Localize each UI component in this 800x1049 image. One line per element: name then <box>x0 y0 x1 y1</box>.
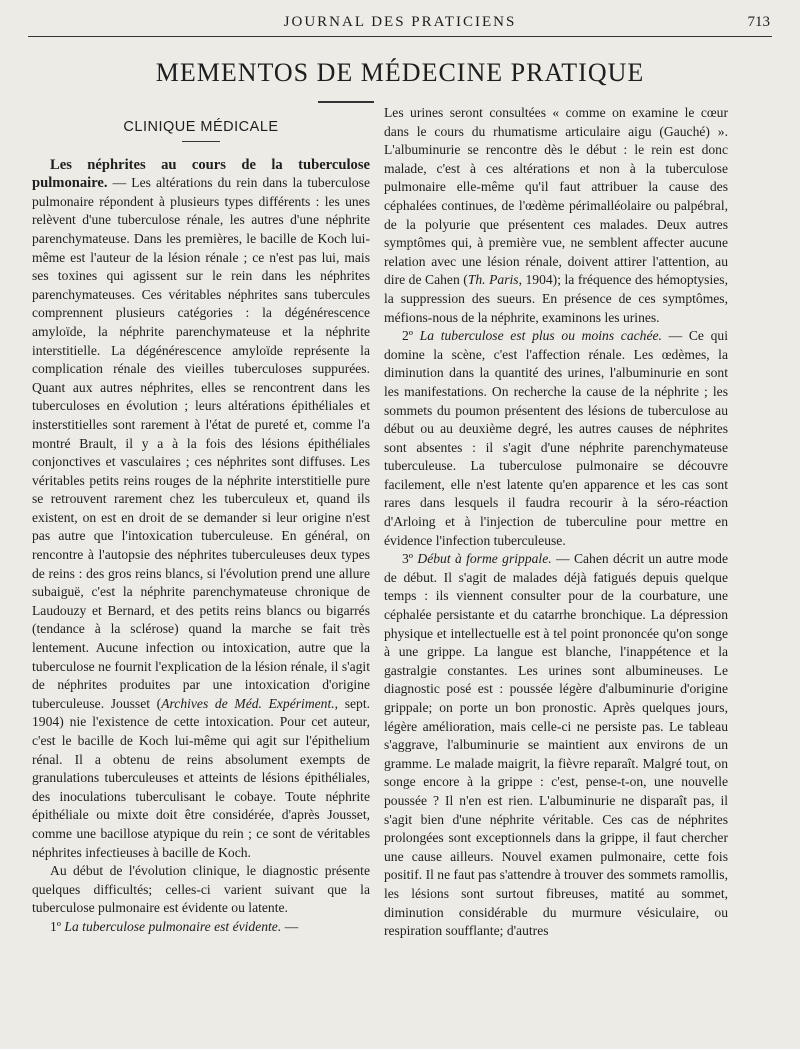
paragraph <box>384 550 728 940</box>
item-number: 1º <box>50 918 65 934</box>
paragraph: Au début de l'évolution clinique, le diagnostic présente quelques difficultés; celles-ci varient suivant que la tuberculose pulmonaire est évidente ou latente. <box>32 863 370 916</box>
title-divider <box>318 101 374 103</box>
paragraph <box>32 918 370 937</box>
paragraph <box>32 156 370 863</box>
item-number: 3º <box>402 551 418 567</box>
paragraph-text: — <box>281 918 299 934</box>
page-number: 713 <box>747 14 770 30</box>
paragraph-text: , 1904); la fréquence des hémoptysies, la suppression des sueurs. En présence de ces symptômes, méfions-nous de la néphrite, examinons les urines. <box>384 272 728 325</box>
paragraph-text: — Les altérations du rein dans la tuberculose pulmonaire répondent à plusieurs types différents : les unes relèvent d'une tuberculose rénale, les autres d'une néphrite parenchymateuse. Dans les premières, le bacille de Koch lui-même est l'auteur de la lésion rénale ; ce n'est pas lui, mais ses toxines qui agissent sur le rein dans les néphrites parenchymateuses. Ces véritables néphrites sans tubercules comprennent plusieurs catégories : la dégénérescence amyloïde, la néphrite parenchymateuse et la néphrite interstitielle. La dégénérescence amyloïde représente la complication rénale des vieilles tuberculoses suppurées. Quant aux autres néphrites, elles se rencontrent dans les tuberculoses en évolution ; leurs altérations épithéliales et insterstitielles sont rarement à l'état de pureté et, comme l'a montré Brault, il y a à la fois des lésions épithéliales conjonctives et vasculaires ; ces néphrites sont diffuses. Les véritables petits reins rouges de la néphrite interstitielle pure se retrouvent rarement chez les tuberculeux et, quand ils existent, on est en droit de se demander si leur origine n'est pas autre que l'intoxication tuberculeuse. En général, on rencontre à l'autopsie des néphrites tuberculeuses deux types de reins : des gros reins blancs, si l'évolution prend une allure subaiguë, c'est la néphrite parenchymateuse chronique de Laudouzy et Bernard, et des petits reins blancs ou bigarrés (tendance à la sclérose) quand la marche se fait très lentement. Aucune infection ou intoxication, autre que la tuberculose ne fournit l'explication de la lésion rénale, il s'agit de néphrites produites par une intoxication d'origine tuberculeuse. Jousset ( <box>32 175 370 711</box>
paragraph-text: — Ce qui domine la scène, c'est l'affection rénale. Les œdèmes, la diminution dans la quantité des urines, l'albuminurie en sont les manifestations. On recherche la cause de la néphrite ; les sommets du poumon présentent des lésions de tuberculose au début ou au deuxième degré, les autres causes de néphrites sont absentes : il s'agit d'une néphrite parenchymateuse tuberculeuse. La tuberculose pulmonaire se découvre facilement, elle n'est latente qu'en apparence et les cas sont rares dans lesquels il faudra recourir à la séro-réaction d'Arloing et à l'injection de tuberculine pour mettre en évidence l'infection tuberculeuse. <box>384 328 729 548</box>
paragraph-lead: Les néphrites au cours de la tuberculose pulmonaire. <box>32 156 370 192</box>
paragraph-text: Les urines seront consultées « comme on examine le cœur dans le cours du rhumatisme articulaire aigu (Gauché) ». L'albuminurie se rencontre dès le début : le rein est donc malade, c'est à ces altérations et non à la tuberculose pulmonaire elle-même qu'il faut attribuer la cause des céphalées continues, de l'œdème périmalléolaire ou palpébral, de la polyurie que présentent ces malades. Deux autres symptômes qui, à première vue, ne semblent affecter aucune relation avec une lésion rénale, doivent attirer l'attention, au dire de Cahen ( <box>384 105 728 288</box>
citation: Th. Paris <box>467 272 519 288</box>
journal-title: JOURNAL DES PRATICIENS <box>283 14 517 30</box>
item-heading: La tuberculose est plus ou moins cachée. <box>419 328 662 344</box>
item-heading: Début à forme grippale. <box>417 551 552 567</box>
subsection-divider <box>182 141 220 142</box>
paragraph-text: — Cahen décrit un autre mode de début. Il s'agit de malades déjà fatigués depuis quelque temps : ils viennent consulter pour de la courbature, une céphalée persistante et du catarrhe bronchique. La dépression physique et intellectuelle est à tel point prononcée qu'on songe à une grippe. La langue est blanche, l'inappétence et la gastralgie constantes. Les urines sont albumineuses. Le diagnostic posé est : poussée légère d'albuminurie d'origine grippale; on porte un bon pronostic. Après quelques jours, légère amélioration, mais celle-ci ne persiste pas. Le tableau s'aggrave, l'albuminurie se maintient aux environs de un gramme. Le malade maigrit, la fièvre reparaît. Malgré tout, on songe encore à la grippe : c'est, pense-t-on, une nouvelle poussée ? Il n'en est rien. L'albuminurie ne disparaît pas, il s'agit bien d'une néphrite véritable. Ces cas de néphrites prolongées sont exceptionnels dans la grippe, il faut chercher une cause ailleurs. Nouvel examen pulmonaire, cette fois positif. Il ne faut pas s'attendre à trouver des sommets ramollis, les lésions sont surtout fibreuses, matité au sommet, diminution considérable du murmure vésiculaire, ou respiration soufflante; d'autres <box>384 551 728 939</box>
paragraph-text: , sept. 1904) nie l'existence de cette intoxication. Pour cet auteur, c'est le bacille de Koch lui-même qui agit sur l'épithelium rénal. Il a obtenu de reins absolument exempts de granulations tuberculeuses et atteints de lésions épithéliales, des inoculations tuberculisant le cobaye. Toute néphrite épithéliale ou mixte doit être considérée, d'après Jousset, comme une bacillose atypique du rein ; ce sont de véritables néphrites infectieuses à bacille de Koch. <box>32 695 370 860</box>
item-heading: La tuberculose pulmonaire est évidente. <box>64 918 282 934</box>
paragraph <box>384 327 728 550</box>
paragraph <box>384 104 728 327</box>
subsection-heading: CLINIQUE MÉDICALE <box>123 119 279 135</box>
right-column <box>384 104 728 941</box>
running-header <box>28 8 772 37</box>
section-title: MEMENTOS DE MÉDECINE PRATIQUE <box>155 58 645 87</box>
item-number: 2º <box>402 328 420 344</box>
citation: Archives de Méd. Expériment. <box>161 695 335 711</box>
left-column <box>32 104 370 937</box>
